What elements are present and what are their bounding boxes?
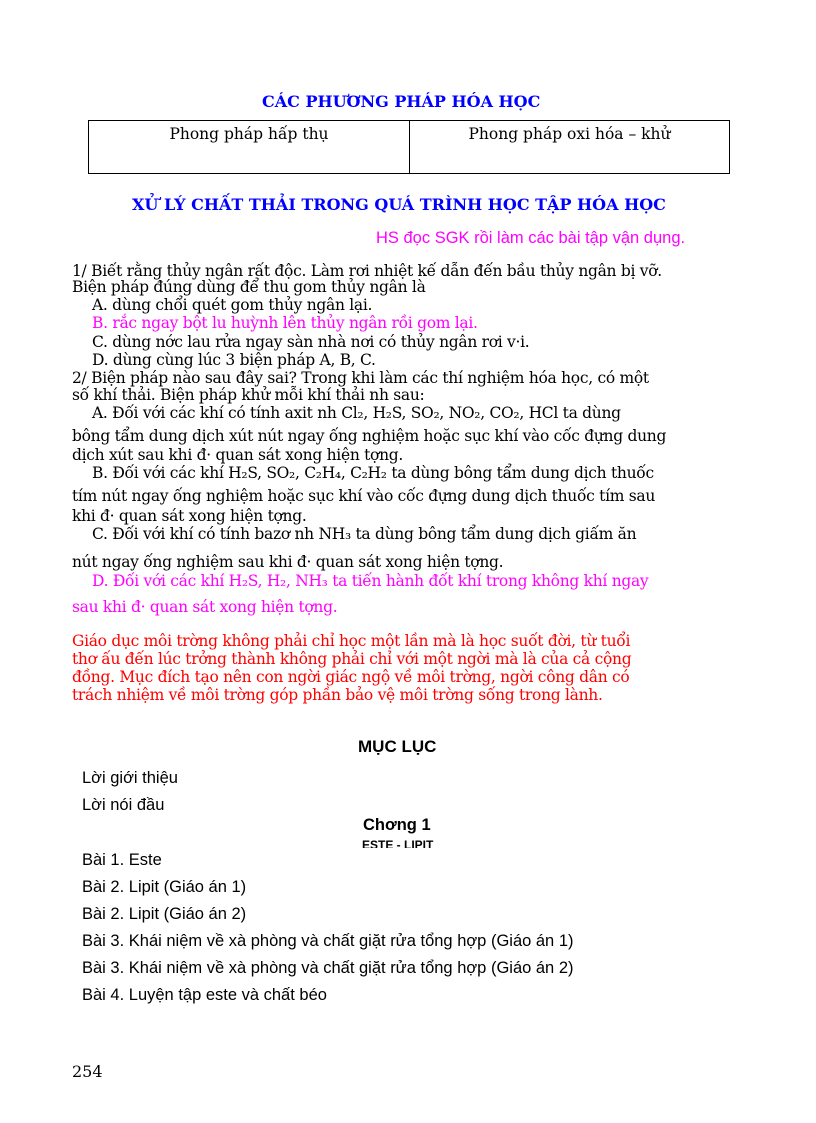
methods-title: CÁC PHƯƠNG PHÁP HÓA HỌC xyxy=(262,92,541,111)
q2-option-d-line2: sau khi đ· quan sát xong hiện tợng. xyxy=(72,598,338,616)
toc-item: Bài 3. Khái niệm về xà phòng và chất giặt rửa tổng hợp (Giáo án 2) xyxy=(82,959,574,977)
q1-line2: Biện pháp đúng dùng để thu gom thủy ngân là xyxy=(72,278,426,296)
q1-option-b: B. rắc ngay bột lu huỳnh lên thủy ngân rồi gom lại. xyxy=(92,314,478,332)
toc-title: MỤC LỤC xyxy=(358,737,437,756)
waste-title: XỬ LÝ CHẤT THẢI TRONG QUÁ TRÌNH HỌC TẬP HÓA HỌC xyxy=(132,195,666,214)
q2-option-a-line1: A. Đối với các khí có tính axit nh Cl₂, H₂S, SO₂, NO₂, CO₂, HCl ta dùng xyxy=(92,404,621,422)
education-line1: Giáo dục môi trờng không phải chỉ học một lần mà là học suốt đời, từ tuổi xyxy=(72,632,631,650)
education-line2: thơ ấu đến lúc trởng thành không phải chỉ với một ngời mà là của cả cộng xyxy=(72,650,632,668)
toc-item: Bài 2. Lipit (Giáo án 1) xyxy=(82,878,247,896)
method-redox-cell: Phong pháp oxi hóa – khử xyxy=(410,121,730,174)
q1-option-c: C. dùng nớc lau rửa ngay sàn nhà nơi có thủy ngân rơi v·i. xyxy=(92,333,530,351)
toc-chapter-sub-clip xyxy=(340,838,480,848)
q2-option-b-line3: khi đ· quan sát xong hiện tợng. xyxy=(72,507,307,525)
q1-option-d: D. dùng cùng lúc 3 biện pháp A, B, C. xyxy=(92,351,376,369)
q1-line1: 1/ Biết rằng thủy ngân rất độc. Làm rơi nhiệt kế dẫn đến bầu thủy ngân bị vỡ. xyxy=(72,262,662,280)
method-absorption-cell: Phong pháp hấp thụ xyxy=(89,121,410,174)
toc-item: Bài 1. Este xyxy=(82,851,162,869)
q2-option-b-line2: tím nút ngay ống nghiệm hoặc sục khí vào cốc đựng dung dịch thuốc tím sau xyxy=(72,487,656,505)
q2-option-d-line1: D. Đối với các khí H₂S, H₂, NH₃ ta tiến hành đốt khí trong không khí ngay xyxy=(92,572,649,590)
toc-item: Bài 4. Luyện tập este và chất béo xyxy=(82,986,327,1004)
toc-preface: Lời nói đầu xyxy=(82,796,165,814)
q2-option-c-line2: nút ngay ống nghiệm sau khi đ· quan sát xong hiện tợng. xyxy=(72,553,504,571)
q2-option-a-line3: dịch xút sau khi đ· quan sát xong hiện tợng. xyxy=(72,446,404,464)
toc-chapter-subtitle: ESTE - LIPIT xyxy=(362,838,434,848)
toc-intro: Lời giới thiệu xyxy=(82,769,178,787)
instruction-text: HS đọc SGK rồi làm các bài tập vận dụng. xyxy=(376,229,686,247)
methods-table xyxy=(88,120,730,174)
q2-option-a-line2: bông tẩm dung dịch xút nút ngay ống nghiệm hoặc sục khí vào cốc đựng dung xyxy=(72,427,667,445)
toc-chapter: Chơng 1 xyxy=(363,816,431,834)
q2-option-c-line1: C. Đối với khí có tính bazơ nh NH₃ ta dùng bông tẩm dung dịch giấm ăn xyxy=(92,525,637,543)
q2-line1: 2/ Biện pháp nào sau đây sai? Trong khi làm các thí nghiệm hóa học, có một xyxy=(72,369,649,387)
q2-line2: số khí thải. Biện pháp khử mỗi khí thải nh sau: xyxy=(72,386,425,404)
q1-option-a: A. dùng chổi quét gom thủy ngân lại. xyxy=(92,296,373,314)
toc-item: Bài 2. Lipit (Giáo án 2) xyxy=(82,905,247,923)
toc-item: Bài 3. Khái niệm về xà phòng và chất giặt rửa tổng hợp (Giáo án 1) xyxy=(82,932,574,950)
q2-option-b-line1: B. Đối với các khí H₂S, SO₂, C₂H₄, C₂H₂ ta dùng bông tẩm dung dịch thuốc xyxy=(92,464,654,482)
page-number: 254 xyxy=(72,1062,103,1081)
education-line4: trách nhiệm về môi trờng góp phần bảo vệ môi trờng sống trong lành. xyxy=(72,686,603,704)
education-line3: đồng. Mục đích tạo nên con ngời giác ngộ về môi trờng, ngời công dân có xyxy=(72,668,630,686)
